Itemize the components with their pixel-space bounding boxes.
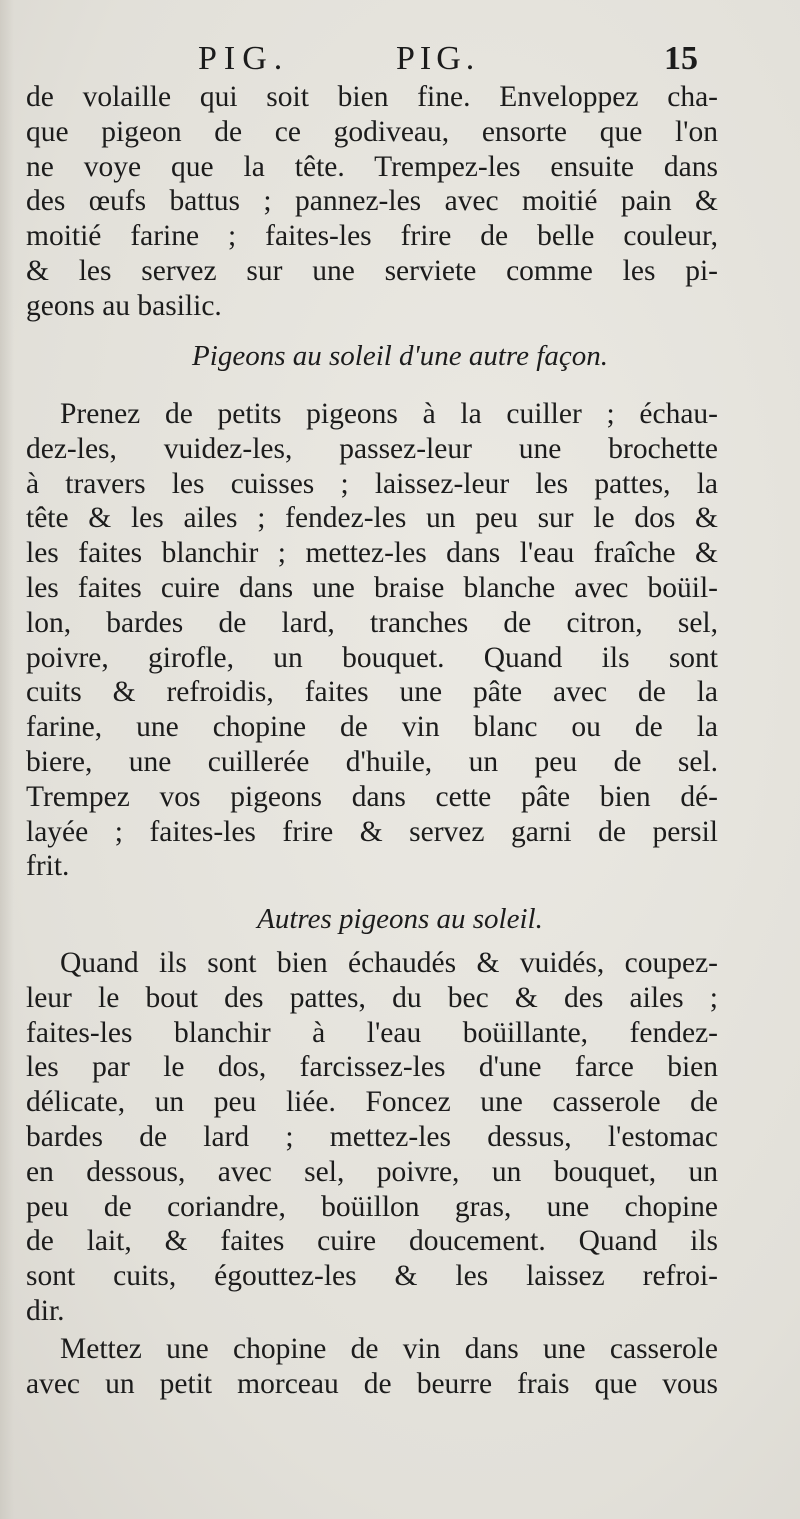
recipe-paragraph (26, 397, 718, 884)
recipe-paragraph (26, 946, 718, 1329)
text-line: les par le dos, farcissez-les d'une farce bien (26, 1051, 718, 1084)
recipe-title: Pigeons au soleil d'une autre façon. (192, 340, 608, 372)
page-gutter-shadow (0, 0, 14, 1519)
text-line: faites-les blanchir à l'eau boüillante, fendez- (26, 1016, 718, 1049)
text-line: que pigeon de ce godiveau, ensorte que l'on (26, 115, 718, 148)
text-line: Trempez vos pigeons dans cette pâte bien dé- (26, 780, 718, 813)
text-line: les faites blanchir ; mettez-les dans l'eau fraîche & (26, 537, 718, 570)
text-line: dir. (26, 1294, 65, 1327)
text-line: de volaille qui soit bien fine. Enveloppez cha- (26, 81, 718, 113)
text-line: Mettez une chopine de vin dans une casserole (60, 1333, 718, 1365)
text-line: lon, bardes de lard, tranches de citron, sel, (26, 606, 718, 639)
text-line: frit. (26, 850, 70, 883)
text-line: poivre, girofle, un bouquet. Quand ils sont (26, 641, 718, 674)
running-header (0, 40, 800, 82)
text-line: des œufs battus ; pannez-les avec moitié pain & (26, 185, 718, 218)
header-center-keyword: PIG. (396, 40, 480, 77)
text-line: avec un petit morceau de beurre frais que vous (26, 1367, 718, 1400)
text-line: dez-les, vuidez-les, passez-leur une brochette (26, 432, 718, 465)
text-line: délicate, un peu liée. Foncez une casserole de (26, 1086, 718, 1119)
page-number: 15 (664, 40, 698, 77)
text-line: farine, une chopine de vin blanc ou de la (26, 711, 718, 744)
text-line: geons au basilic. (26, 289, 222, 322)
text-line: bardes de lard ; mettez-les dessus, l'estomac (26, 1120, 718, 1153)
text-line: Quand ils sont bien échaudés & vuidés, coupez- (60, 947, 718, 979)
paragraph-continuation (26, 80, 718, 324)
text-line: les faites cuire dans une braise blanche avec boüil- (26, 571, 718, 604)
page-body (26, 80, 718, 324)
text-line: Prenez de petits pigeons à la cuiller ; échau- (60, 398, 718, 430)
text-line: layée ; faites-les frire & servez garni de persil (26, 815, 718, 848)
text-line: tête & les ailes ; fendez-les un peu sur le dos & (26, 502, 718, 535)
text-line: moitié farine ; faites-les frire de belle couleur, (26, 220, 718, 253)
text-line: sont cuits, égouttez-les & les laissez refroi- (26, 1260, 718, 1293)
text-line: ne voye que la tête. Trempez-les ensuite dans (26, 150, 718, 183)
text-line: & les servez sur une serviete comme les pi- (26, 254, 718, 287)
text-line: en dessous, avec sel, poivre, un bouquet, un (26, 1155, 718, 1188)
recipe-title: Autres pigeons au soleil. (257, 903, 543, 935)
text-line: peu de coriandre, boüillon gras, une chopine (26, 1190, 718, 1223)
text-line: biere, une cuillerée d'huile, un peu de sel. (26, 745, 718, 778)
text-line: de lait, & faites cuire doucement. Quand ils (26, 1225, 718, 1258)
header-left-keyword: PIG. (198, 40, 290, 77)
text-line: à travers les cuisses ; laissez-leur les pattes, la (26, 467, 718, 500)
text-line: cuits & refroidis, faites une pâte avec de la (26, 676, 718, 709)
text-line: leur le bout des pattes, du bec & des ailes ; (26, 981, 718, 1014)
recipe-paragraph (26, 1332, 718, 1402)
